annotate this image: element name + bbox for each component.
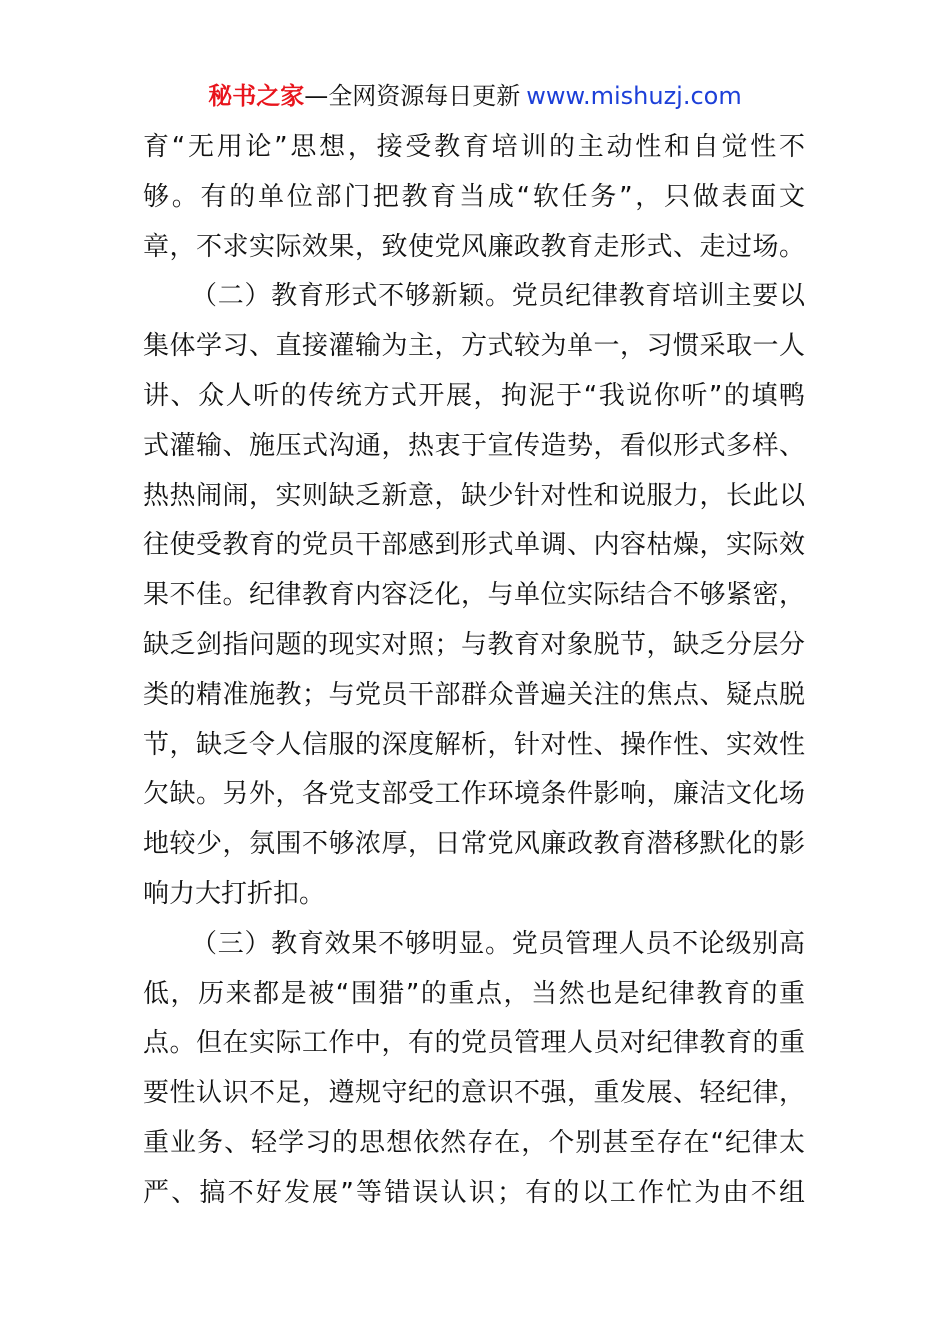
text-line: 要性认识不足，遵规守纪的意识不强，重发展、轻纪律， <box>143 1078 805 1109</box>
header-brand: 秘书之家 <box>208 82 305 110</box>
header-url: www.mishuzj.com <box>526 82 742 110</box>
text-line: 地较少，氛围不够浓厚，日常党风廉政教育潜移默化的影 <box>143 829 805 860</box>
paragraph-heading-line: （二）教育形式不够新颖。党员纪律教育培训主要以 <box>191 281 805 312</box>
text-line: 类的精准施教；与党员干部群众普遍关注的焦点、疑点脱 <box>143 679 805 710</box>
document-body <box>143 123 805 1219</box>
text-line: 式灌输、施压式沟通，热衷于宣传造势，看似形式多样、 <box>143 430 805 461</box>
text-line: 往使受教育的党员干部感到形式单调、内容枯燥，实际效 <box>143 530 805 561</box>
header-tagline: —全网资源每日更新 <box>304 82 521 110</box>
paragraph <box>143 920 805 1219</box>
text-line: 低，历来都是被“围猎”的重点，当然也是纪律教育的重 <box>143 978 805 1009</box>
text-line: 热热闹闹，实则缺乏新意，缺少针对性和说服力，长此以 <box>143 480 805 511</box>
text-line: 严、搞不好发展”等错误认识；有的以工作忙为由不组 <box>143 1177 805 1208</box>
text-line: 缺乏剑指问题的现实对照；与教育对象脱节，缺乏分层分 <box>143 629 805 660</box>
text-line: 果不佳。纪律教育内容泛化，与单位实际结合不够紧密， <box>143 580 805 611</box>
page-header <box>0 76 950 116</box>
paragraph-heading-line: （三）教育效果不够明显。党员管理人员不论级别高 <box>191 928 805 959</box>
text-line: 集体学习、直接灌输为主，方式较为单一，习惯采取一人 <box>143 331 805 362</box>
text-line: 育“无用论”思想，接受教育培训的主动性和自觉性不 <box>143 132 805 162</box>
text-line: 响力大打折扣。 <box>143 878 326 909</box>
text-line: 章，不求实际效果，致使党风廉政教育走形式、走过场。 <box>143 231 805 262</box>
text-line: 够。有的单位部门把教育当成“软任务”，只做表面文 <box>143 181 805 212</box>
paragraph <box>143 123 805 272</box>
text-line: 重业务、轻学习的思想依然存在，个别甚至存在“纪律太 <box>143 1127 805 1158</box>
text-line: 讲、众人听的传统方式开展，拘泥于“我说你听”的填鸭 <box>143 380 805 411</box>
text-line: 点。但在实际工作中，有的党员管理人员对纪律教育的重 <box>143 1028 805 1059</box>
text-line: 节，缺乏令人信服的深度解析，针对性、操作性、实效性 <box>143 729 805 760</box>
paragraph <box>143 272 805 919</box>
text-line: 欠缺。另外，各党支部受工作环境条件影响，廉洁文化场 <box>143 779 805 810</box>
